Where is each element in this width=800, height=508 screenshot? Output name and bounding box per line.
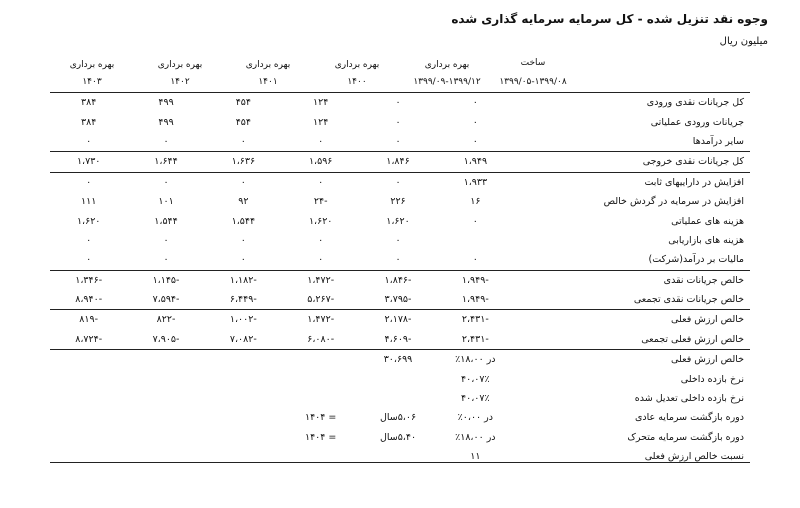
cell-value <box>359 447 436 466</box>
cell-value: ۱،۷۳۰ <box>50 152 127 172</box>
column-header-top: بهره برداری <box>157 60 203 70</box>
table-row <box>50 152 750 172</box>
cell-value: ۰ <box>163 135 169 147</box>
cell-value: -۴،۶۰۹ <box>384 333 412 345</box>
cell-value: -۱،۴۷۲ <box>282 310 359 330</box>
cell-value: ۰ <box>318 234 324 246</box>
cell-value <box>127 350 204 370</box>
cell-value: ۱۶ <box>470 196 481 208</box>
table-row <box>50 93 750 112</box>
row-label: خالص جریانات نقدی تجمعی <box>633 294 744 306</box>
cell-value: ۴۰،۰۷٪ <box>461 393 490 405</box>
cell-value: ۴۰،۰۷٪ <box>461 373 490 385</box>
column-header-top: بهره برداری <box>424 60 470 70</box>
column-header-top: بهره برداری <box>245 60 291 70</box>
cell-value: ۳۰،۶۹۹ <box>359 350 436 370</box>
cell-value: -۱،۸۴۶ <box>359 270 436 290</box>
cell-value: -۱،۳۴۶ <box>50 270 127 290</box>
cell-value <box>205 447 282 466</box>
cell-value: ۰ <box>318 254 324 266</box>
cell-value: -۷،۹۰۵ <box>152 333 180 345</box>
cell-value <box>359 389 436 408</box>
cell-value: ۳۸۴ <box>81 97 97 109</box>
cell-value: ۹۲ <box>238 196 249 208</box>
cell-value: -۸۱۹ <box>50 310 127 330</box>
cell-value: ۱،۵۴۴ <box>154 215 178 227</box>
cell-value: ۲۲۶ <box>390 196 406 208</box>
cell-value: ۰ <box>86 234 92 246</box>
row-label: افزایش در داراییهای ثابت <box>514 172 750 192</box>
table-row <box>50 330 750 350</box>
row-label: هزینه های بازاریابی <box>668 234 744 246</box>
cell-value: ۱۱۱ <box>81 196 97 208</box>
cell-value: ۰ <box>318 135 324 147</box>
cell-value: ۱،۶۲۰ <box>308 215 333 227</box>
cell-value: ۱،۹۴۹ <box>437 152 514 172</box>
cell-value: ۳۸۴ <box>81 116 97 128</box>
cell-value <box>127 447 204 466</box>
column-header-top: بهره برداری <box>334 60 380 70</box>
cell-value: ۰ <box>50 172 127 192</box>
cell-value: -۸،۷۲۴ <box>75 333 103 345</box>
table-row <box>50 270 750 290</box>
cell-value <box>282 447 359 466</box>
table-row <box>50 369 750 388</box>
cell-value: -۸،۹۴۰ <box>75 294 103 306</box>
cell-value: در ۰،۰۰٪ <box>457 412 493 424</box>
cell-value <box>359 369 436 388</box>
cell-value: ۴۵۴ <box>235 116 251 128</box>
cell-value: -۵،۲۶۷ <box>307 294 335 306</box>
cell-value <box>437 231 514 250</box>
table-row <box>50 112 750 131</box>
cell-value <box>127 369 204 388</box>
cell-value: ۰ <box>359 172 436 192</box>
table-row <box>50 310 750 330</box>
cell-value: در ۱۸،۰۰٪ <box>455 431 496 443</box>
row-label: خالص ارزش فعلی تجمعی <box>641 333 744 345</box>
cell-value: ۱۲۴ <box>313 116 329 128</box>
cell-value: ۰ <box>282 172 359 192</box>
row-label: سایر درآمدها <box>692 135 744 147</box>
cell-value <box>127 408 204 427</box>
table-row <box>50 447 750 466</box>
row-label: دوره بازگشت سرمایه متحرک <box>627 431 744 443</box>
cell-value: ۰ <box>240 135 246 147</box>
column-header-period: ۱۳۹۹/۰۹-۱۳۹۹/۱۲ <box>413 77 481 87</box>
table-row <box>50 350 750 370</box>
cell-value: ۱۰۱ <box>158 196 174 208</box>
cell-value: ۱۱ <box>470 451 481 463</box>
table-row <box>50 250 750 270</box>
cell-value: ۱،۶۲۰ <box>386 215 410 227</box>
table-row <box>50 290 750 310</box>
column-header-top: بهره برداری <box>69 60 115 70</box>
cell-value: = ۱۴۰۴ <box>304 431 337 443</box>
cell-value: ۰ <box>86 135 92 147</box>
cell-value: ۰ <box>472 97 478 109</box>
cell-value: ۰ <box>395 135 401 147</box>
cell-value: ۰ <box>240 254 246 266</box>
cell-value: ۰ <box>472 254 478 266</box>
cell-value: ۴۹۹ <box>158 116 174 128</box>
cell-value: -۱،۹۴۹ <box>461 294 489 306</box>
report-title: وجوه نقد تنزیل شده - کل سرمایه سرمایه گذاری شده <box>451 12 768 26</box>
cell-value: ۰ <box>472 116 478 128</box>
cell-value: -۱،۱۸۲ <box>205 270 282 290</box>
cell-value: -۲۴ <box>313 196 328 208</box>
cell-value: ۱،۸۴۶ <box>359 152 436 172</box>
cell-value: -۶،۰۸۰ <box>307 333 335 345</box>
table-row <box>50 428 750 447</box>
cell-value <box>205 369 282 388</box>
cell-value: ۰ <box>472 135 478 147</box>
cell-value: ۵،۴۰سال <box>379 431 417 443</box>
cell-value: -۸۲۲ <box>127 310 204 330</box>
column-header-period: ۱۴۰۳ <box>82 77 102 87</box>
column-header-top: ساخت <box>520 58 546 68</box>
cell-value: -۷،۵۹۴ <box>152 294 180 306</box>
cell-value: -۲،۱۷۸ <box>359 310 436 330</box>
cell-value <box>127 389 204 408</box>
row-label: خالص جریانات نقدی <box>514 270 750 290</box>
cell-value: ۱۲۴ <box>313 97 329 109</box>
cell-value: ۰ <box>395 97 401 109</box>
cell-value <box>205 389 282 408</box>
cell-value <box>50 389 127 408</box>
cell-value: -۳،۷۹۵ <box>384 294 412 306</box>
cell-value <box>50 369 127 388</box>
cell-value <box>205 428 282 447</box>
row-label: کل جریانات نقدی خروجی <box>514 152 750 172</box>
cell-value: ۰ <box>395 116 401 128</box>
cell-value <box>50 428 127 447</box>
cell-value: -۱،۰۰۲ <box>205 310 282 330</box>
cell-value: -۲،۴۳۱ <box>461 333 489 345</box>
table-row <box>50 231 750 250</box>
row-label: نرخ بازده داخلی تعدیل شده <box>634 393 744 405</box>
cell-value: -۲،۴۳۱ <box>437 310 514 330</box>
cell-value: -۷،۰۸۲ <box>229 333 257 345</box>
table-row <box>50 408 750 427</box>
cell-value <box>282 350 359 370</box>
table-row <box>50 389 750 408</box>
cell-value: ۱،۶۳۶ <box>205 152 282 172</box>
cell-value: ۰ <box>163 234 169 246</box>
cash-flow-table <box>50 93 750 466</box>
row-label: جریانات ورودی عملیاتی <box>650 116 744 128</box>
cell-value: ۰ <box>240 234 246 246</box>
cell-value: ۰ <box>86 254 92 266</box>
row-label: مالیات بر درآمد(شرکت) <box>648 254 744 266</box>
row-label: خالص ارزش فعلی <box>514 350 750 370</box>
cell-value: ۱،۵۹۶ <box>282 152 359 172</box>
cell-value: ۰ <box>205 172 282 192</box>
row-label: نرخ بازده داخلی <box>680 373 744 385</box>
cell-value <box>205 408 282 427</box>
cell-value: ۰ <box>127 172 204 192</box>
row-label: دوره بازگشت سرمایه عادی <box>634 412 744 424</box>
cell-value: -۶،۴۴۹ <box>229 294 257 306</box>
row-label: افزایش در سرمایه در گردش خالص <box>603 196 744 208</box>
cell-value: ۰ <box>395 254 401 266</box>
cell-value: -۱،۴۷۲ <box>282 270 359 290</box>
cell-value <box>50 408 127 427</box>
cell-value: در ۱۸،۰۰٪ <box>437 350 514 370</box>
column-header-period: ۱۴۰۰ <box>347 77 367 87</box>
column-header-period: ۱۳۹۹/۰۵-۱۳۹۹/۰۸ <box>499 77 567 87</box>
cell-value: ۱،۹۳۳ <box>437 172 514 192</box>
cell-value: ۰ <box>472 215 478 227</box>
cell-value: ۰ <box>395 234 401 246</box>
cell-value: = ۱۴۰۴ <box>304 412 337 424</box>
cell-value <box>50 447 127 466</box>
cell-value: ۱،۶۴۴ <box>127 152 204 172</box>
cell-value: ۱،۵۴۴ <box>231 215 256 227</box>
cell-value <box>205 350 282 370</box>
cell-value: ۴۹۹ <box>158 97 174 109</box>
cell-value: ۵،۰۶سال <box>379 412 417 424</box>
unit-label: میلیون ریال <box>719 36 768 47</box>
cell-value <box>282 389 359 408</box>
table-bottom-divider <box>50 462 750 463</box>
column-header-period: ۱۴۰۱ <box>258 77 278 87</box>
cell-value <box>127 428 204 447</box>
cell-value <box>282 369 359 388</box>
cell-value <box>50 350 127 370</box>
table-row <box>50 192 750 211</box>
row-label: هزینه های عملیاتی <box>671 215 744 227</box>
table-row <box>50 132 750 152</box>
row-label: کل جریانات نقدی ورودی <box>646 97 744 109</box>
column-header-period: ۱۴۰۲ <box>170 77 190 87</box>
table-row <box>50 211 750 230</box>
cell-value: ۱،۶۲۰ <box>76 215 101 227</box>
row-label: نسبت خالص ارزش فعلی <box>644 451 744 463</box>
table-row <box>50 172 750 192</box>
cell-value: -۱،۱۴۵ <box>127 270 204 290</box>
cell-value: ۰ <box>163 254 169 266</box>
cell-value: ۴۵۴ <box>235 97 251 109</box>
cell-value: -۱،۹۴۹ <box>437 270 514 290</box>
row-label: خالص ارزش فعلی <box>514 310 750 330</box>
